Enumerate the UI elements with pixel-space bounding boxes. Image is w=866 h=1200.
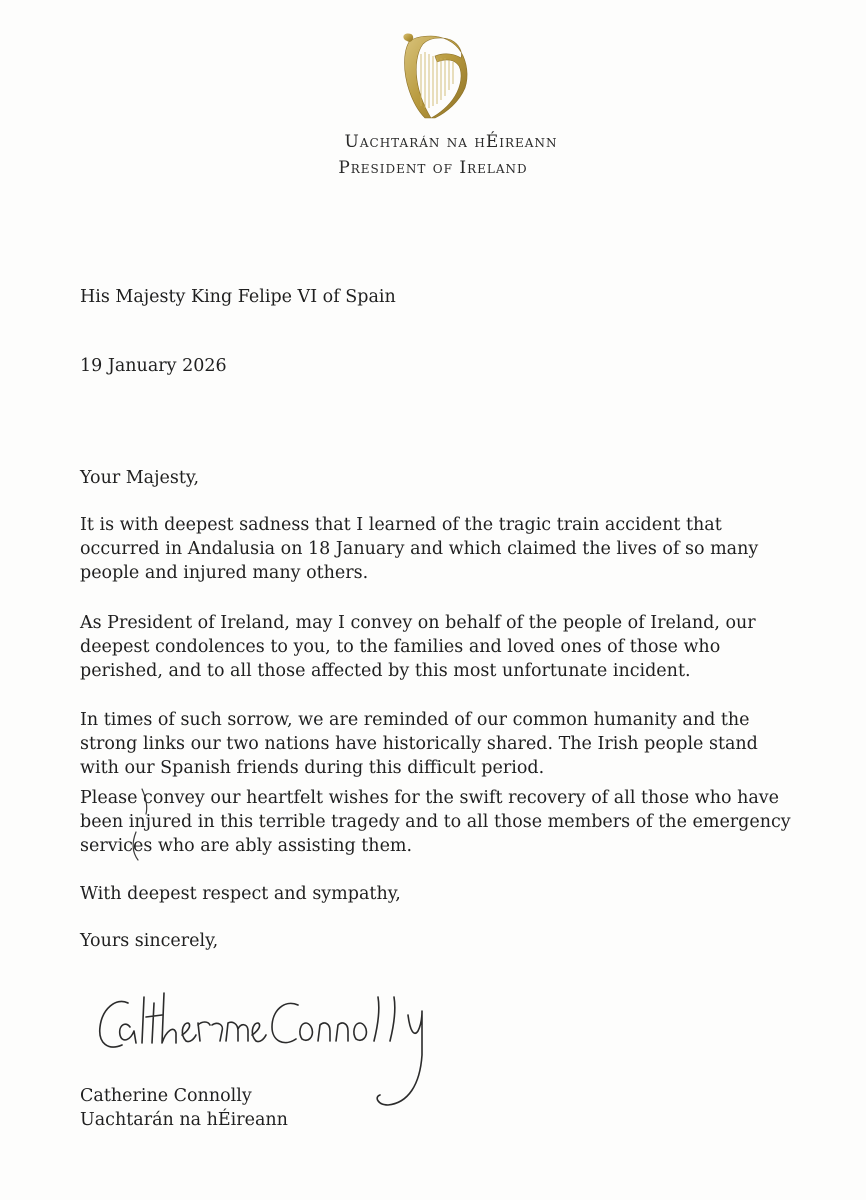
harp-crest-icon [395, 32, 471, 122]
paragraph-1: It is with deepest sadness that I learned of the tragic train accident that occurred in Andalusia on 18 January and which claimed the lives of so many people and injured many others. [80, 515, 759, 583]
salutation: Your Majesty, [80, 468, 200, 488]
addressee: His Majesty King Felipe VI of Spain [80, 287, 396, 307]
paragraph-2: As President of Ireland, may I convey on behalf of the people of Ireland, our deepest condolences to you, to the families and loved ones of those who perished, and to all those affected by this most unfortunate incident. [80, 613, 756, 681]
paragraph-4: Please convey our heartfelt wishes for the swift recovery of all those who have been injured in this terrible tragedy and to all those members of the emergency services who are ably assisting them. [80, 788, 791, 856]
paragraph-3: In times of such sorrow, we are reminded of our common humanity and the strong links our two nations have historically shared. The Irish people stand with our Spanish friends during this difficult period. [80, 710, 758, 778]
signer-title: Uachtarán na hÉireann [80, 1110, 288, 1130]
closing-line: With deepest respect and sympathy, [80, 884, 401, 904]
letterhead-irish-title: Uachtarán na hÉireann [344, 132, 558, 152]
sign-off: Yours sincerely, [80, 931, 219, 951]
signer-name: Catherine Connolly [80, 1086, 252, 1106]
letter-date: 19 January 2026 [80, 356, 227, 376]
letterhead-english-title: President of Ireland [338, 158, 528, 178]
